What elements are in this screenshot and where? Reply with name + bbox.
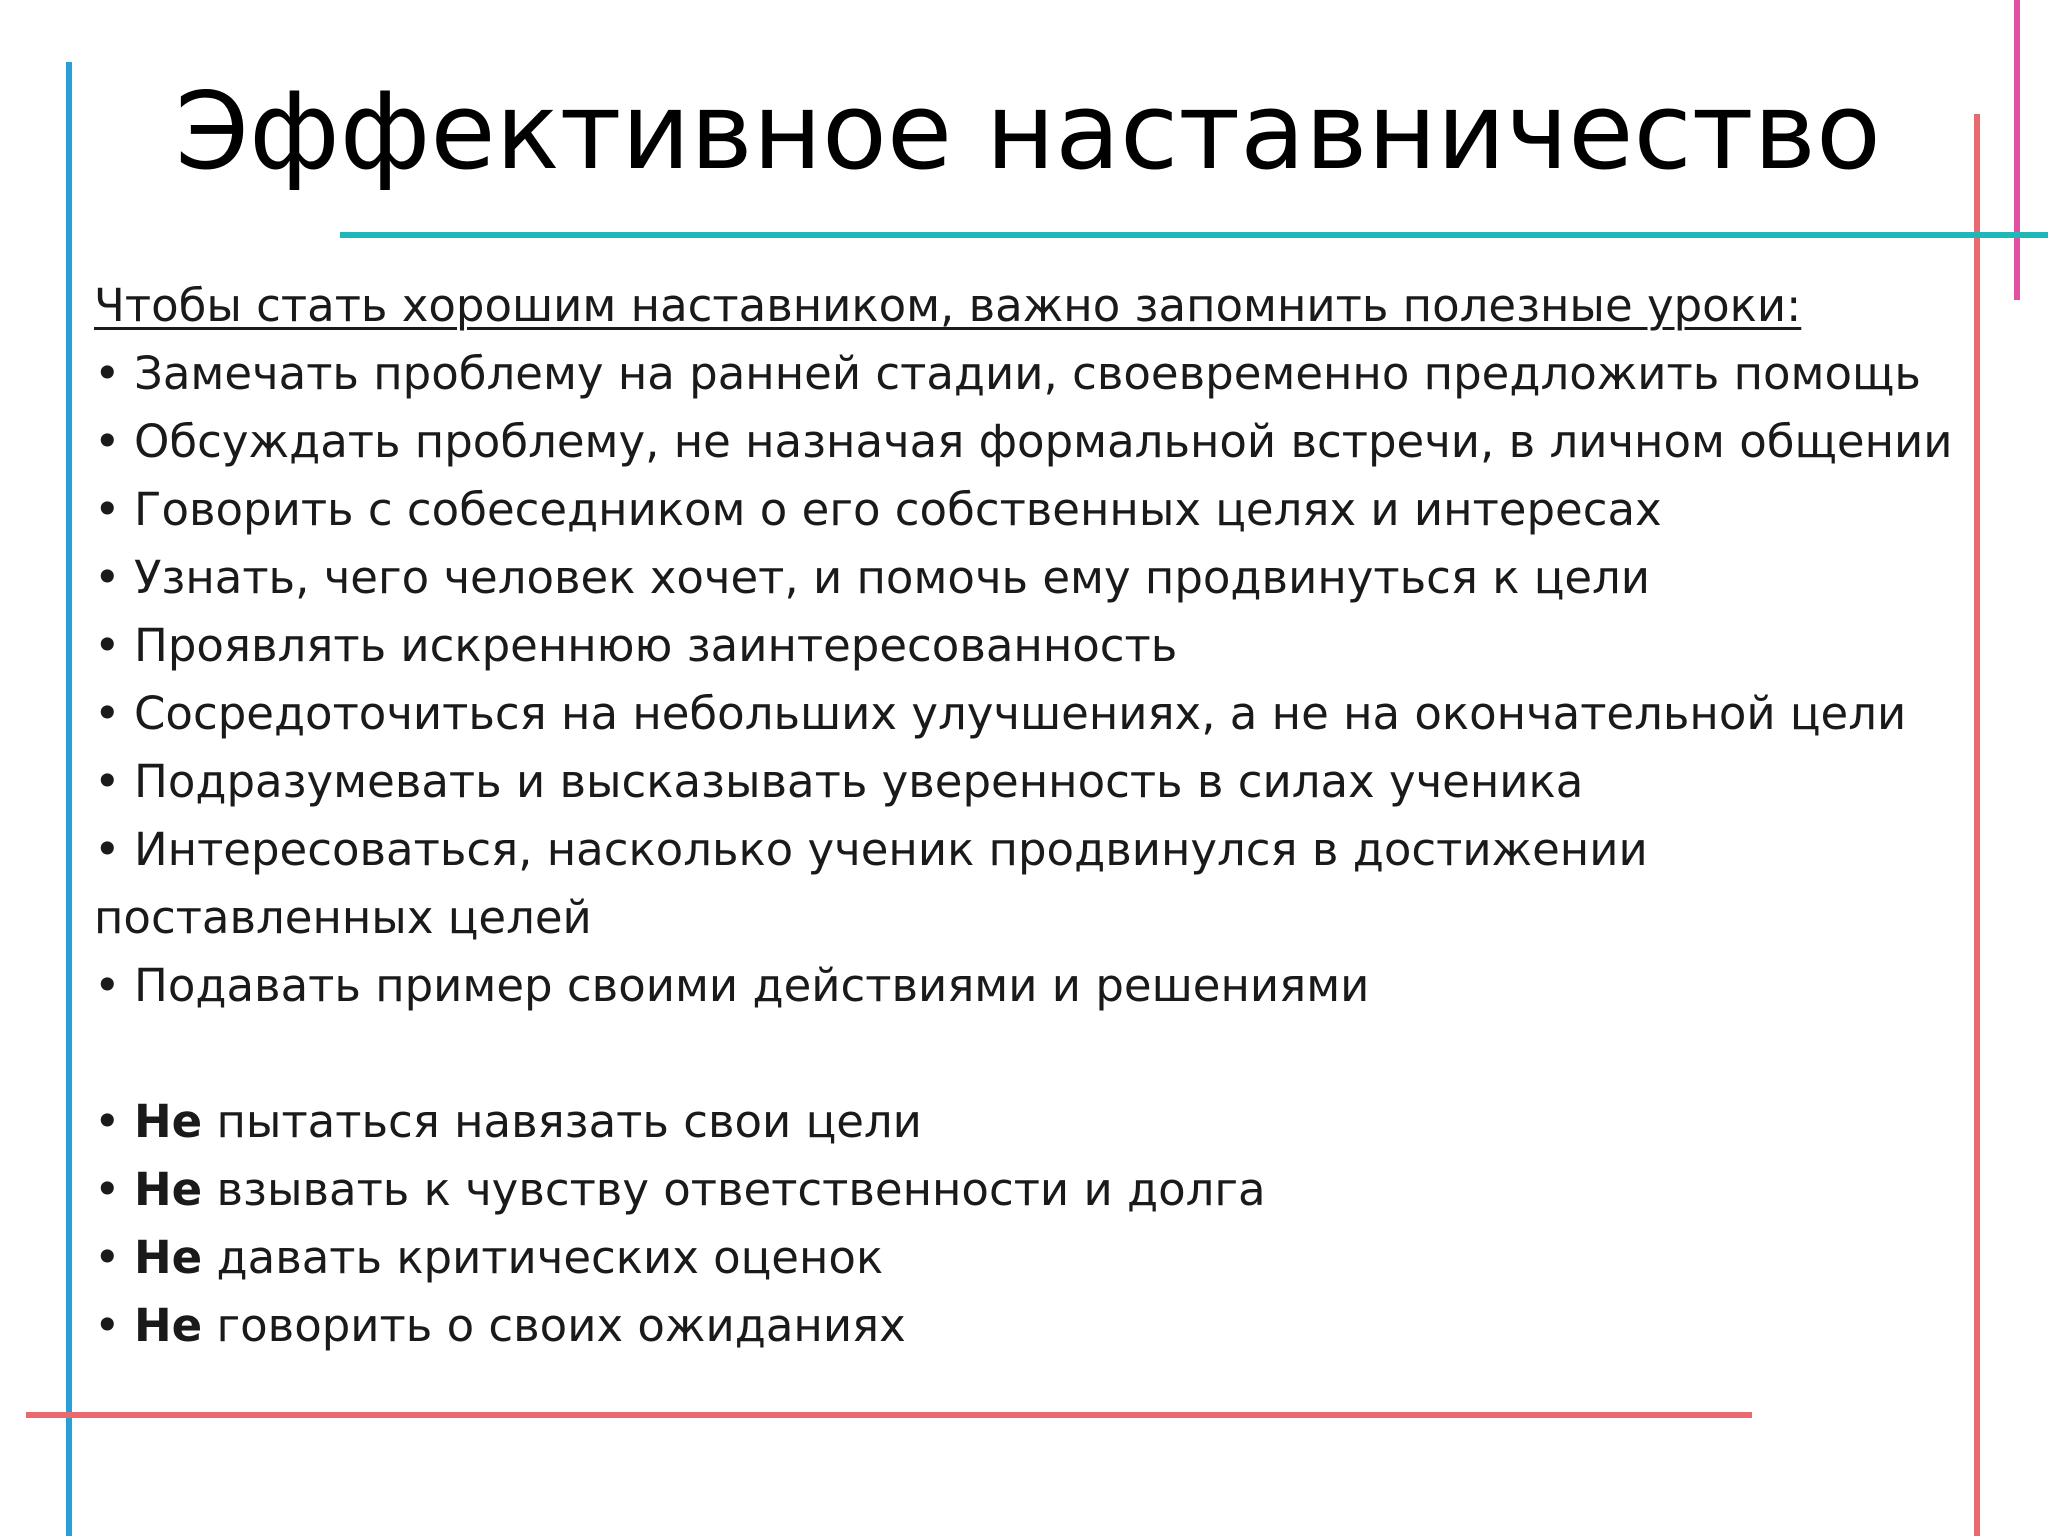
right-pink-line bbox=[2014, 0, 2020, 300]
list-item bbox=[94, 952, 1994, 1020]
bullet-icon: • bbox=[94, 483, 121, 536]
bullet-icon: • bbox=[94, 551, 121, 604]
intro-text: Чтобы стать хорошим наставником, важно запомнить полезные уроки: bbox=[94, 279, 1802, 332]
list-item-text: Замечать проблему на ранней стадии, своевременно предложить помощь bbox=[134, 347, 1921, 400]
slide-title: Эффективное наставничество bbox=[175, 70, 1881, 193]
bottom-red-line bbox=[26, 1412, 1752, 1418]
list-item-text: Подразумевать и высказывать уверенность в силах ученика bbox=[134, 755, 1584, 808]
left-blue-line bbox=[66, 62, 72, 1536]
negative-word: Не bbox=[134, 1231, 203, 1284]
negative-item bbox=[94, 1292, 1994, 1360]
list-item bbox=[94, 612, 1994, 680]
negative-word: Не bbox=[134, 1299, 203, 1352]
bullet-icon: • bbox=[94, 755, 121, 808]
list-item bbox=[94, 408, 1994, 476]
list-item-text: Узнать, чего человек хочет, и помочь ему продвинуться к цели bbox=[134, 551, 1651, 604]
list-item bbox=[94, 748, 1994, 816]
title-teal-line bbox=[340, 232, 2048, 238]
list-item-text: Интересоваться, насколько ученик продвинулся в достижении поставленных целей bbox=[94, 823, 1648, 944]
bullet-icon: • bbox=[94, 1231, 121, 1284]
list-item-text: Обсуждать проблему, не назначая формальной встречи, в личном общении bbox=[134, 415, 1953, 468]
negative-item-text: пытаться навязать свои цели bbox=[216, 1095, 922, 1148]
negative-item-text: говорить о своих ожиданиях bbox=[216, 1299, 906, 1352]
negative-word: Не bbox=[134, 1163, 203, 1216]
list-item bbox=[94, 544, 1994, 612]
bullet-icon: • bbox=[94, 1095, 121, 1148]
negative-item-text: давать критических оценок bbox=[216, 1231, 884, 1284]
list-item bbox=[94, 476, 1994, 544]
bullet-icon: • bbox=[94, 619, 121, 672]
negative-word: Не bbox=[134, 1095, 203, 1148]
list-spacer bbox=[94, 1020, 1994, 1088]
bullet-icon: • bbox=[94, 823, 121, 876]
list-item bbox=[94, 680, 1994, 748]
list-item bbox=[94, 340, 1994, 408]
bullet-icon: • bbox=[94, 687, 121, 740]
list-item-text: Говорить с собеседником о его собственных целях и интересах bbox=[134, 483, 1662, 536]
list-item-text: Сосредоточиться на небольших улучшениях, а не на окончательной цели bbox=[134, 687, 1907, 740]
list-item bbox=[94, 816, 1714, 952]
bullet-icon: • bbox=[94, 1163, 121, 1216]
slide-content bbox=[94, 272, 1994, 1360]
bullet-icon: • bbox=[94, 415, 121, 468]
negative-item bbox=[94, 1156, 1994, 1224]
bullet-icon: • bbox=[94, 959, 121, 1012]
negative-item-text: взывать к чувству ответственности и долга bbox=[216, 1163, 1266, 1216]
negative-item bbox=[94, 1224, 1994, 1292]
negative-item bbox=[94, 1088, 1994, 1156]
bullet-icon: • bbox=[94, 347, 121, 400]
list-item-text: Подавать пример своими действиями и решениями bbox=[134, 959, 1370, 1012]
list-item-text: Проявлять искреннюю заинтересованность bbox=[134, 619, 1178, 672]
bullet-icon: • bbox=[94, 1299, 121, 1352]
